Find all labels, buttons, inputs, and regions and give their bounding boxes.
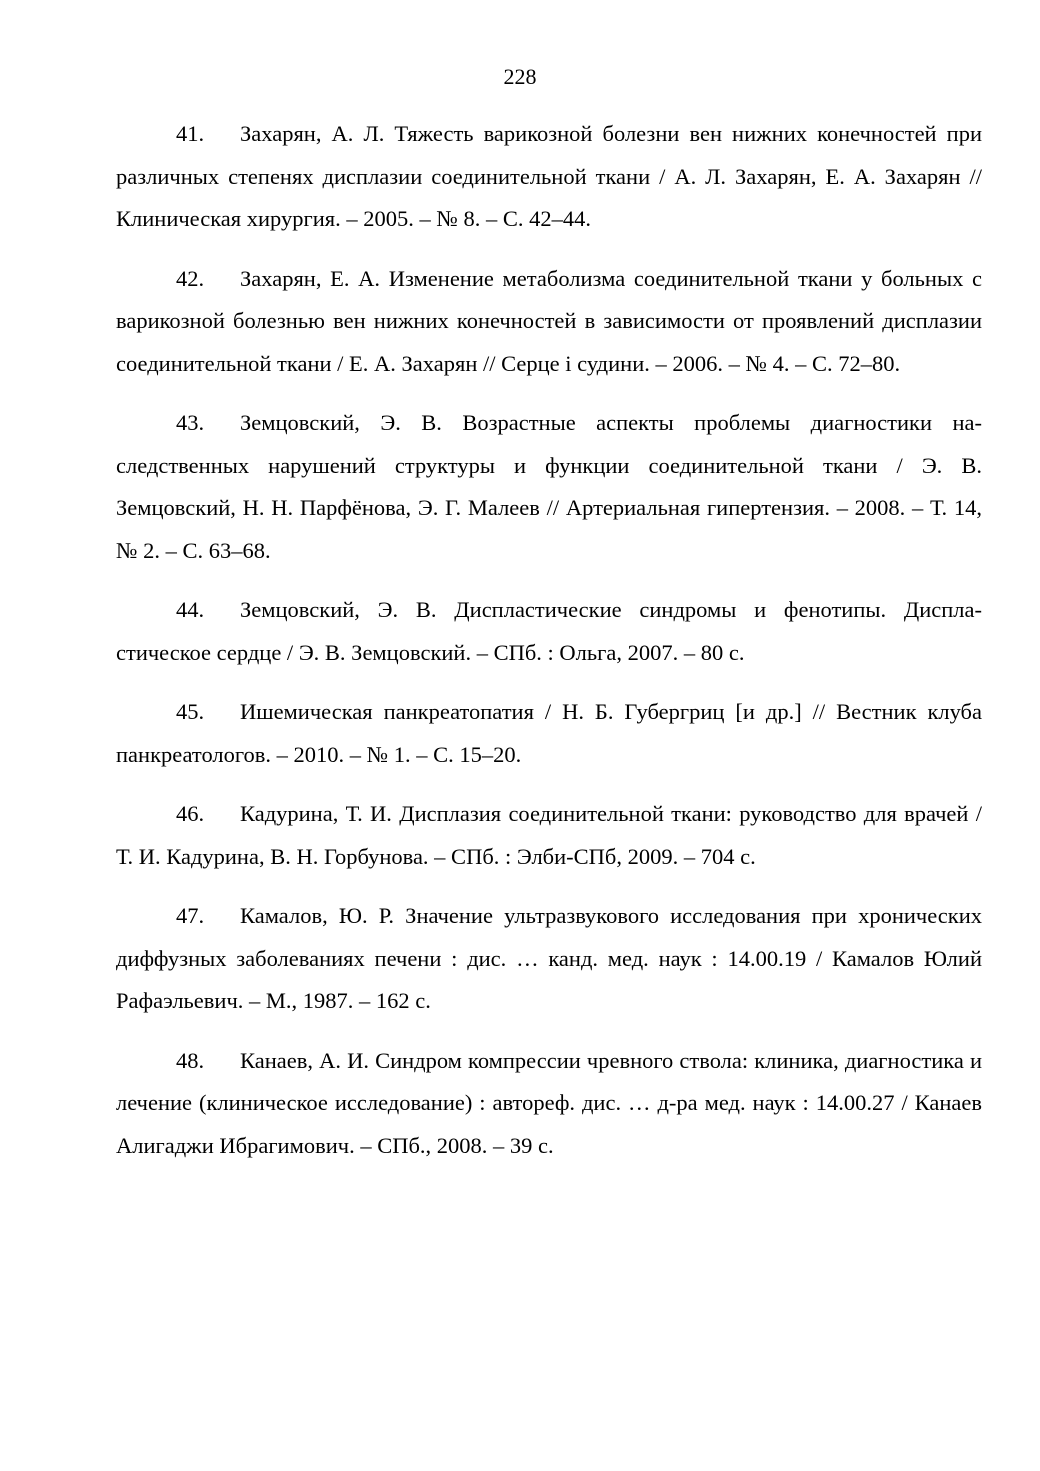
reference-item-41 <box>116 113 982 241</box>
reference-text: Камалов, Ю. Р. Значение ультразвукового исследования при хронических диффузных заболеваниях печени : дис. … канд. мед. наук : 14.00.19 / Камалов Юлий Рафаэльевич. – М., 1987. – 162 с. <box>116 903 982 1013</box>
reference-text: Захарян, А. Л. Тяжесть варикозной болезни вен нижних конечностей при различных степенях дисплазии соединительной ткани / А. Л. Захарян, Е. А. Захарян // Клиническая хирургия. – 2005. – № 8. – С. 42–44. <box>116 121 982 231</box>
reference-number: 44. <box>176 597 205 622</box>
reference-text: Земцовский, Э. В. Диспластические синдромы и фенотипы. Диспластическое сердце / Э. В. Земцовский. – СПб. : Ольга, 2007. – 80 с. <box>116 597 982 665</box>
reference-item-47 <box>116 895 982 1023</box>
reference-number: 41. <box>176 121 205 146</box>
reference-item-46 <box>116 793 982 878</box>
reference-number: 47. <box>176 903 205 928</box>
reference-item-42 <box>116 258 982 386</box>
reference-number: 42. <box>176 265 205 291</box>
reference-number: 45. <box>176 699 205 724</box>
reference-text: Ишемическая панкреатопатия / Н. Б. Губергриц [и др.] // Вестник клуба панкреатологов. – 2010. – № 1. – С. 15–20. <box>116 699 982 767</box>
reference-item-44 <box>116 589 982 674</box>
reference-number: 43. <box>176 410 205 435</box>
reference-number: 48. <box>176 1047 205 1073</box>
reference-number: 46. <box>176 801 205 826</box>
reference-item-48 <box>116 1040 982 1168</box>
reference-item-45 <box>116 691 982 776</box>
reference-list <box>116 113 982 1184</box>
reference-item-43 <box>116 402 982 572</box>
reference-text: Канаев, А. И. Синдром компрессии чревного ствола: клиника, диагностика и лечение (клиническое исследование) : автореф. дис. … д-ра мед. наук : 14.00.27 / Канаев Алигаджи Ибрагимович. – СПб., 2008. – 39 с. <box>116 1047 982 1158</box>
page-number: 228 <box>503 64 537 89</box>
reference-text: Кадурина, Т. И. Дисплазия соединительной ткани: руководство для врачей / Т. И. Кадурина, В. Н. Горбунова. – СПб. : Элби-СПб, 2009. – 704 с. <box>116 801 982 869</box>
reference-text: Захарян, Е. А. Изменение метаболизма соединительной ткани у больных с варикозной болезнью вен нижних конечностей в зависимости от проявлений дисплазии соединительной ткани / Е. А. Захарян // Серце і судини. – 2006. – № 4. – С. 72–80. <box>116 265 982 376</box>
reference-text: Земцовский, Э. В. Возрастные аспекты проблемы диагностики наследственных нарушений структуры и функции соединительной ткани / Э. В. Земцовский, Н. Н. Парфёнова, Э. Г. Малеев // Артериальная гипертензия. – 2008. – Т. 14, № 2. – С. 63–68. <box>116 410 982 563</box>
